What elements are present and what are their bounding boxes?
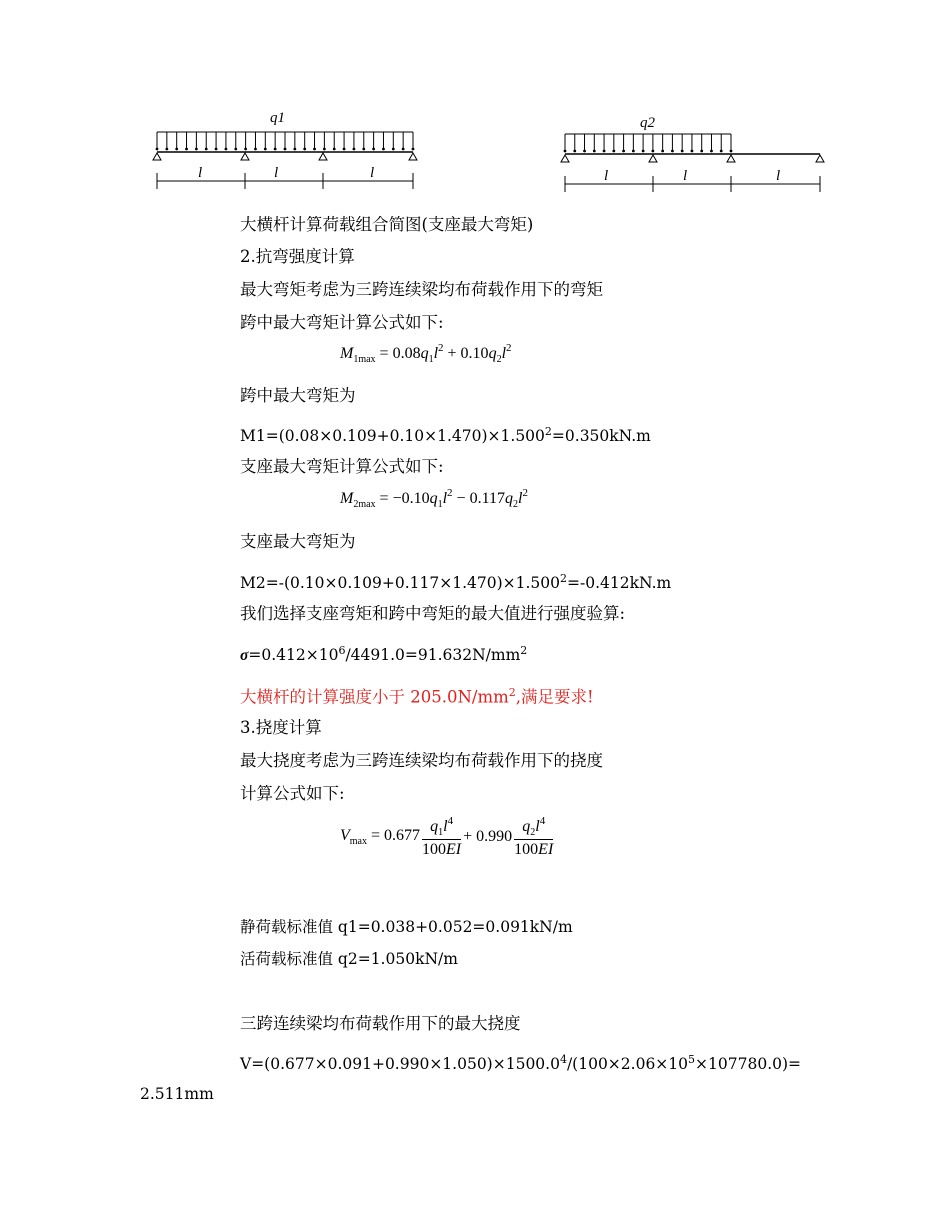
load-arrow-head: [651, 150, 654, 153]
paragraph: 支座最大弯矩为: [240, 532, 356, 551]
load-arrow-head: [254, 148, 257, 151]
load-arrow-head: [225, 148, 228, 151]
load-arrow-head: [642, 150, 645, 153]
section-heading: 2.抗弯强度计算: [240, 247, 355, 266]
load-arrow-head: [573, 150, 576, 153]
span-label: l: [198, 165, 203, 181]
load-arrow-head: [175, 148, 178, 151]
load-arrow-head: [632, 150, 635, 153]
load-arrow-head: [402, 148, 405, 151]
load-arrow-head: [156, 148, 159, 151]
support-triangle: [241, 153, 249, 160]
load-arrow-head: [564, 150, 567, 153]
load-arrow-head: [343, 148, 346, 151]
load-arrow-head: [293, 148, 296, 151]
load-arrow-head: [392, 148, 395, 151]
span-label: l: [274, 165, 279, 181]
support-moment-formula: $M_{2max} = -0.10q_1l^2 - 0.117q_2l^2$: [340, 487, 528, 510]
load-arrow-head: [284, 148, 287, 151]
deflection-result: 2.511mm: [140, 1085, 214, 1103]
span-label: l: [683, 168, 688, 184]
paragraph: 支座最大弯矩计算公式如下:: [240, 457, 444, 476]
load-arrow-head: [671, 150, 674, 153]
paragraph: 三跨连续梁均布荷载作用下的最大挠度: [240, 1014, 521, 1033]
right-beam-diagram: [561, 134, 824, 192]
load-arrow-head: [382, 148, 385, 151]
paragraph: 最大弯矩考虑为三跨连续梁均布荷载作用下的弯矩: [240, 280, 603, 299]
load-arrow-head: [612, 150, 615, 153]
load-arrow-head: [274, 148, 277, 151]
load-label-q1: q1: [270, 110, 285, 126]
load-arrow-head: [323, 148, 326, 151]
load-arrow-head: [720, 150, 723, 153]
load-arrow-head: [730, 150, 733, 153]
load-arrow-head: [234, 148, 237, 151]
deflection-formula: $V_{max} = 0.677$ $\frac{q_1l^4}{100EI}$ + 0.990 $\frac{q_2l^4}{100EI}$: [340, 815, 554, 858]
load-arrow-head: [313, 148, 316, 151]
paragraph: 我们选择支座弯矩和跨中弯矩的最大值进行强度验算:: [240, 604, 626, 623]
support-triangle: [319, 153, 327, 160]
load-arrow-head: [165, 148, 168, 151]
span-label: l: [776, 168, 781, 184]
paragraph: 最大挠度考虑为三跨连续梁均布荷载作用下的挠度: [240, 751, 603, 770]
deflection-calculation: $V=(0.677\times 0.091+0.990\times 1.050)\times 1500.0^4/(100\times 2.06\times 10^5\times 107780.0)=$: [240, 1053, 802, 1074]
support-triangle: [727, 155, 735, 162]
left-beam-diagram: [153, 132, 417, 189]
load-arrow-head: [303, 148, 306, 151]
load-arrow-head: [372, 148, 375, 151]
load-arrow-head: [681, 150, 684, 153]
load-arrow-head: [195, 148, 198, 151]
strength-conclusion: 大横杆的计算强度小于 $205.0N/mm^2$,满足要求!: [240, 686, 594, 707]
paragraph: 计算公式如下:: [240, 784, 345, 803]
live-load-value: 活荷载标准值 q2=1.050kN/m: [240, 950, 458, 968]
sigma-calculation: $\sigma=0.412\times 10^6/4491.0=91.632N/mm^2$: [240, 644, 528, 665]
m2-calculation: $M2=-(0.10\times 0.109+0.117\times 1.470)\times 1.500^2=-0.412kN.m$: [240, 572, 672, 593]
load-arrow-head: [700, 150, 703, 153]
section-heading: 3.挠度计算: [240, 718, 322, 737]
load-arrow-head: [583, 150, 586, 153]
load-label-q2: q2: [640, 115, 655, 131]
dead-load-value: 静荷载标准值 q1=0.038+0.052=0.091kN/m: [240, 918, 573, 936]
paragraph: 跨中最大弯矩计算公式如下:: [240, 313, 444, 332]
load-arrow-head: [362, 148, 365, 151]
paragraph: 跨中最大弯矩为: [240, 386, 356, 405]
load-arrow-head: [353, 148, 356, 151]
load-arrow-head: [185, 148, 188, 151]
diagram-caption: 大横杆计算荷载组合简图(支座最大弯矩): [240, 215, 534, 234]
load-arrow-head: [264, 148, 267, 151]
support-triangle: [153, 153, 161, 160]
support-triangle: [816, 155, 824, 162]
load-arrow-head: [593, 150, 596, 153]
load-arrow-head: [622, 150, 625, 153]
load-arrow-head: [244, 148, 247, 151]
span-label: l: [370, 165, 375, 181]
load-arrow-head: [691, 150, 694, 153]
span-moment-formula: $M_{1max} = 0.08q_1l^2 + 0.10q_2l^2$: [340, 342, 512, 365]
support-triangle: [561, 155, 569, 162]
load-arrow-head: [333, 148, 336, 151]
beam-load-diagram: [140, 105, 840, 200]
span-label: l: [604, 168, 609, 184]
load-arrow-head: [215, 148, 218, 151]
load-arrow-head: [412, 148, 415, 151]
support-triangle: [409, 153, 417, 160]
load-arrow-head: [603, 150, 606, 153]
load-arrow-head: [710, 150, 713, 153]
load-arrow-head: [205, 148, 208, 151]
m1-calculation: $M1=(0.08\times 0.109+0.10\times 1.470)\times 1.500^2=0.350kN.m$: [240, 425, 651, 446]
load-arrow-head: [661, 150, 664, 153]
support-triangle: [649, 155, 657, 162]
